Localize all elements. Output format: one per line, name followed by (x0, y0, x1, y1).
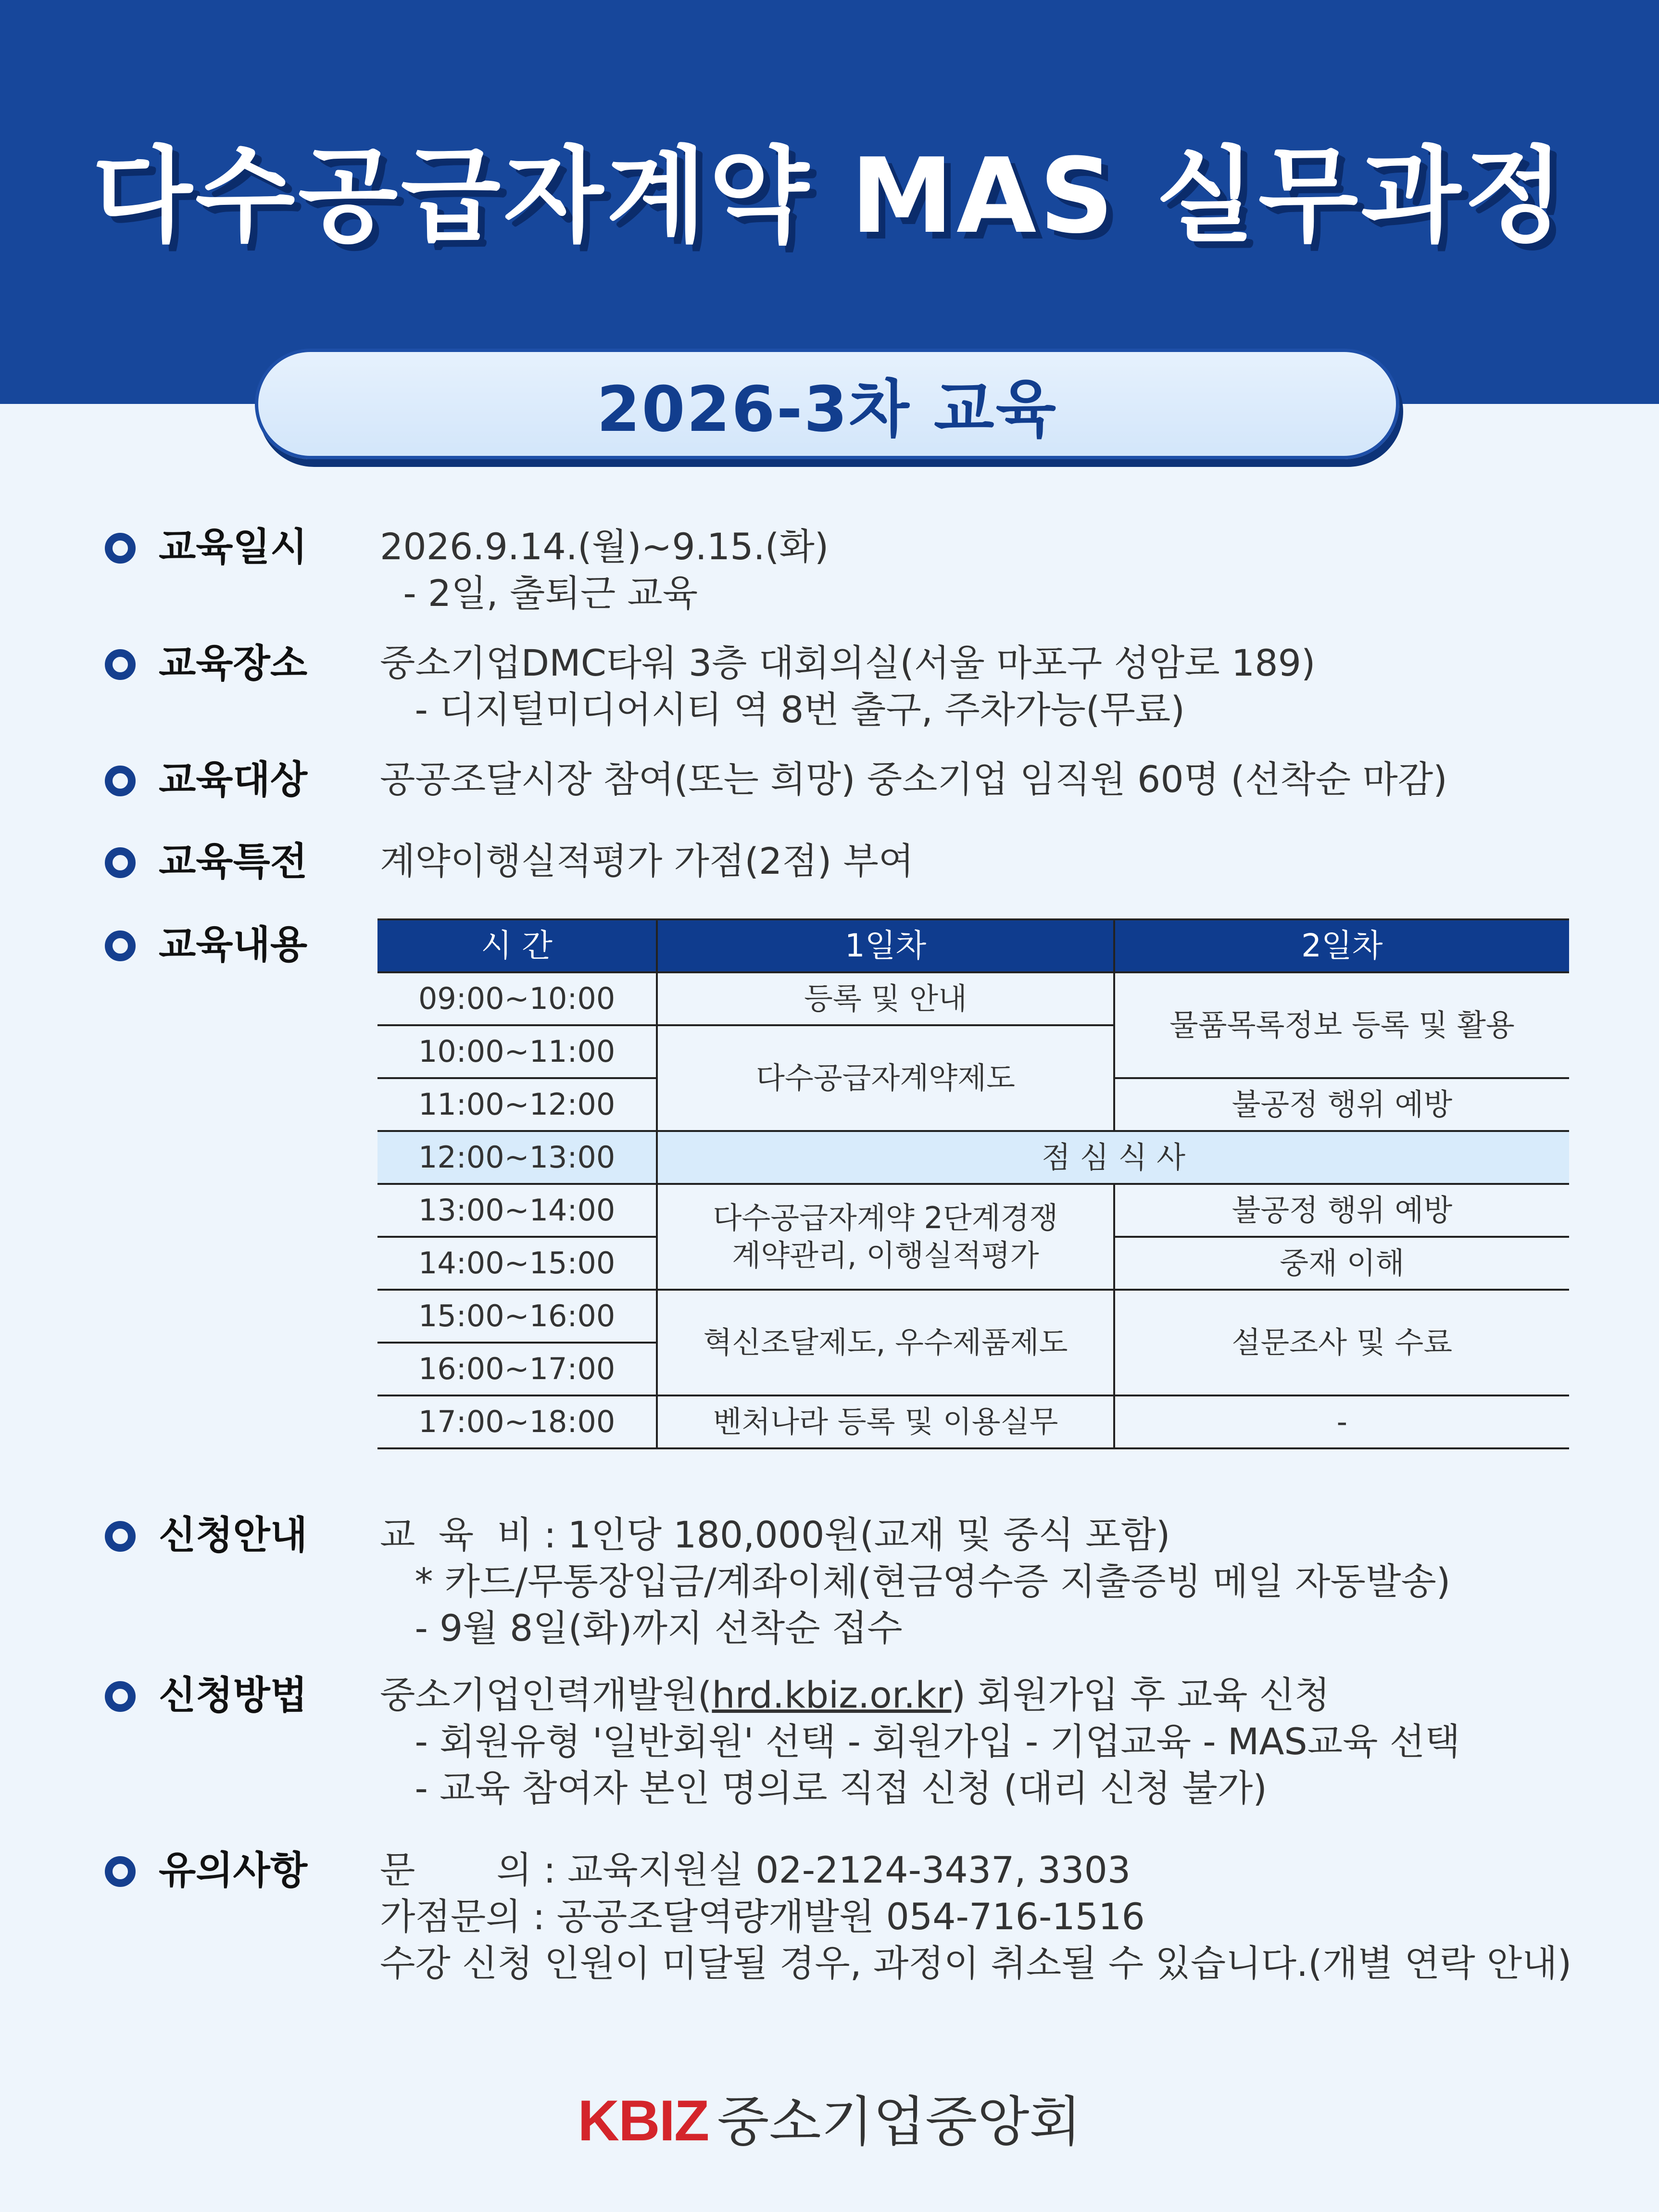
round-label: 2026-3차 교육 (596, 372, 1058, 446)
content-line: 문 의 : 교육지원실 02-2124-3437, 3303 (380, 1848, 1131, 1891)
content-line: - 디지털미디어시티 역 8번 출구, 주차가능(무료) (380, 688, 1185, 731)
time-cell: 15:00~16:00 (377, 1290, 657, 1343)
section-content (380, 1672, 1460, 1811)
day1-cell (657, 1184, 1114, 1290)
section-content (380, 523, 829, 616)
bullet-icon (105, 1856, 136, 1887)
time-cell: 13:00~14:00 (377, 1184, 657, 1237)
day2-cell: 설문조사 및 수료 (1114, 1290, 1569, 1395)
table-row (377, 1290, 1569, 1343)
content-line: 공공조달시장 참여(또는 희망) 중소기업 임직원 60명 (선착순 마감) (380, 758, 1447, 801)
bullet-icon (105, 1681, 136, 1712)
content-line: 2026.9.14.(월)~9.15.(화) (380, 525, 829, 568)
time-cell: 14:00~15:00 (377, 1237, 657, 1290)
table-row-lunch (377, 1131, 1569, 1184)
section-label: 신청방법 (159, 1673, 308, 1718)
section-content (380, 756, 1447, 803)
day2-cell: - (1114, 1395, 1569, 1448)
website-link[interactable]: hrd.kbiz.or.kr (712, 1673, 952, 1716)
content-line: - 9월 8일(화)까지 선착순 접수 (380, 1607, 903, 1649)
logo-mark: KBIZ (578, 2088, 709, 2153)
day1-cell: 벤처나라 등록 및 이용실무 (657, 1395, 1114, 1448)
day1-cell: 혁신조달제도, 우수제품제도 (657, 1290, 1114, 1395)
page-title: 다수공급자계약 MAS 실무과정 (92, 136, 1567, 256)
time-cell: 17:00~18:00 (377, 1395, 657, 1448)
day2-cell: 물품목록정보 등록 및 활용 (1114, 972, 1569, 1078)
time-cell: 10:00~11:00 (377, 1025, 657, 1078)
time-cell: 11:00~12:00 (377, 1078, 657, 1131)
table-row (377, 1184, 1569, 1237)
content-line: - 회원유형 '일반회원' 선택 - 회원가입 - 기업교육 - MAS교육 선택 (380, 1720, 1460, 1763)
day2-cell: 불공정 행위 예방 (1114, 1078, 1569, 1131)
column-header-day2: 2일차 (1114, 919, 1569, 972)
cell-line: 계약관리, 이행실적평가 (732, 1238, 1039, 1273)
content-line: 교 육 비 : 1인당 180,000원(교재 및 중식 포함) (380, 1513, 1170, 1556)
time-cell: 16:00~17:00 (377, 1343, 657, 1395)
bullet-icon (105, 847, 136, 878)
section-label: 교육내용 (159, 922, 308, 967)
content-text: ) 회원가입 후 교육 신청 (951, 1673, 1330, 1716)
bullet-icon (105, 533, 136, 564)
content-line: 계약이행실적평가 가점(2점) 부여 (380, 840, 914, 882)
day1-cell: 등록 및 안내 (657, 972, 1114, 1025)
lunch-cell: 점 심 식 사 (657, 1131, 1569, 1184)
bullet-icon (105, 766, 136, 796)
section-label: 신청안내 (159, 1513, 308, 1558)
bullet-icon (105, 1521, 136, 1552)
cell-line: 다수공급자계약 2단계경쟁 (713, 1200, 1058, 1235)
time-cell: 09:00~10:00 (377, 972, 657, 1025)
day1-cell: 다수공급자계약제도 (657, 1025, 1114, 1131)
bullet-icon (105, 930, 136, 961)
column-header-day1: 1일차 (657, 919, 1114, 972)
section-label: 유의사항 (159, 1848, 308, 1893)
section-content (380, 838, 914, 884)
section-label: 교육특전 (159, 839, 308, 884)
content-line: 수강 신청 인원이 미달될 경우, 과정이 취소될 수 있습니다.(개별 연락 안내) (380, 1942, 1572, 1985)
bullet-icon (105, 649, 136, 680)
section-label: 교육일시 (159, 525, 308, 569)
content-line: 중소기업DMC타워 3층 대회의실(서울 마포구 성암로 189) (380, 641, 1316, 684)
section-label: 교육대상 (159, 757, 308, 802)
schedule-table (377, 918, 1569, 1449)
time-cell: 12:00~13:00 (377, 1131, 657, 1184)
section-content (380, 640, 1316, 733)
column-header-time: 시 간 (377, 919, 657, 972)
logo-org-name: 중소기업중앙회 (717, 2091, 1081, 2153)
kbiz-logo (0, 2088, 1659, 2153)
content-line (380, 1672, 1460, 1718)
content-line: * 카드/무통장입금/계좌이체(현금영수증 지출증빙 메일 자동발송) (380, 1560, 1451, 1603)
section-content (380, 1511, 1450, 1651)
day2-cell: 중재 이해 (1114, 1237, 1569, 1290)
day2-cell: 불공정 행위 예방 (1114, 1184, 1569, 1237)
table-row (377, 972, 1569, 1025)
content-text: 중소기업인력개발원( (380, 1673, 712, 1716)
table-header-row (377, 919, 1569, 972)
table-row (377, 1395, 1569, 1448)
section-label: 교육장소 (159, 641, 308, 686)
content-line: - 교육 참여자 본인 명의로 직접 신청 (대리 신청 불가) (380, 1767, 1267, 1810)
content-line: - 2일, 출퇴근 교육 (380, 572, 698, 615)
content-line: 가점문의 : 공공조달역량개발원 054-716-1516 (380, 1895, 1145, 1938)
section-content (380, 1847, 1571, 1986)
round-badge (255, 349, 1399, 459)
